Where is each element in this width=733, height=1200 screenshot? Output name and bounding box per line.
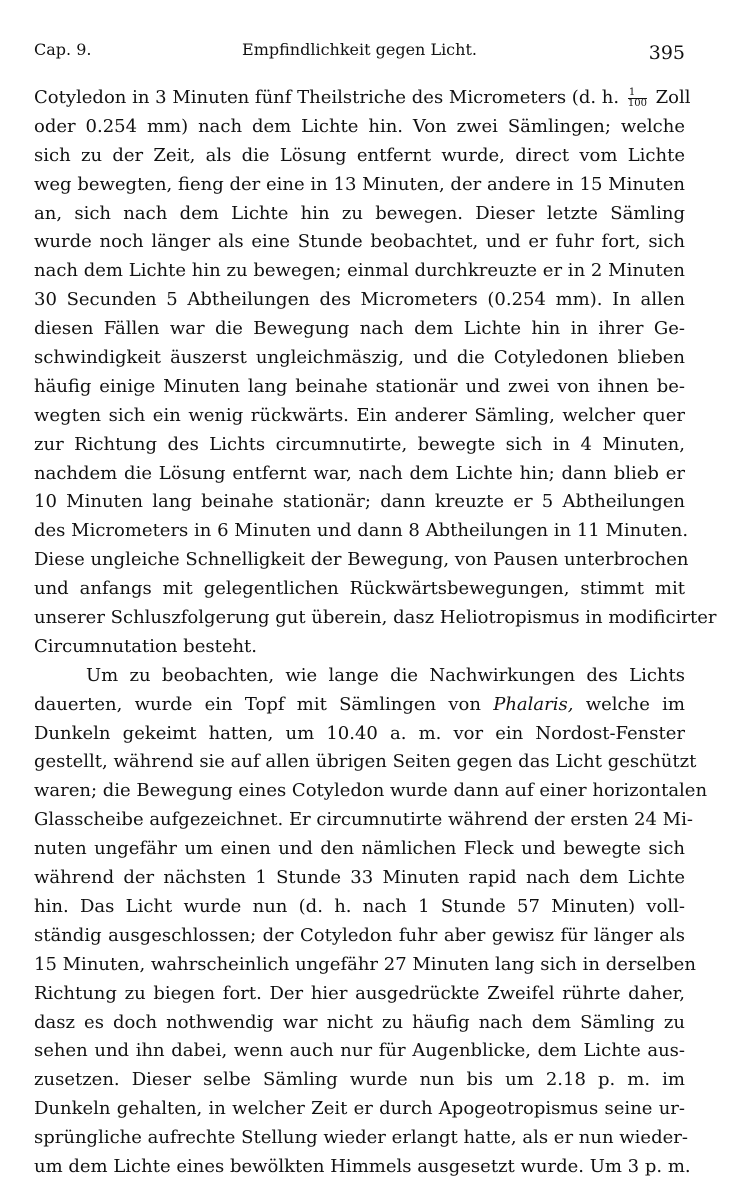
fraction-denominator: 100 [627,97,647,109]
text-line: während der nächsten 1 Stunde 33 Minuten rapid nach dem Lichte [34,867,685,889]
text-line: nach dem Lichte hin zu bewegen; einmal durchkreuzte er in 2 Minuten [34,260,685,282]
text-line: sehen und ihn dabei, wenn auch nur für Augenblicke, dem Lichte aus- [34,1040,685,1062]
text-line: dasz es doch nothwendig war nicht zu häufig nach dem Sämling zu [34,1011,685,1033]
text-line: ständig ausgeschlossen; der Cotyledon fuhr aber gewisz für länger als [34,924,685,946]
text-line: waren; die Bewegung eines Cotyledon wurde dann auf einer horizontalen [34,780,708,802]
text-line: um dem Lichte eines bewölkten Himmels ausgesetzt wurde. Um 3 p. m. [34,1155,691,1177]
text-line: nuten ungefähr um einen und den nämlichen Fleck und bewegte sich [34,838,685,860]
text-line: 15 Minuten, wahrscheinlich ungefähr 27 Minuten lang sich in derselben [34,953,696,975]
running-header [34,36,685,66]
text-line-part: dauerten, wurde ein Topf mit Sämlingen von [34,693,481,715]
text-line: zusetzen. Dieser selbe Sämling wurde nun bis um 2.18 p. m. im [34,1069,685,1091]
text-line: diesen Fällen war die Bewegung nach dem Lichte hin in ihrer Ge- [34,318,685,340]
text-line: Dunkeln gehalten, in welcher Zeit er durch Apogeotropismus seine ur- [34,1098,685,1120]
text-line: des Micrometers in 6 Minuten und dann 8 Abtheilungen in 11 Minuten. [34,520,689,542]
text-line-part: welche im [585,693,685,715]
body-text [34,84,717,1182]
text-line: schwindigkeit äuszerst ungleichmäszig, und die Cotyledonen blieben [34,347,685,369]
text-line: Diese ungleiche Schnelligkeit der Bewegung, von Pausen unterbrochen [34,549,689,571]
text-line: gestellt, während sie auf allen übrigen Seiten gegen das Licht geschützt [34,751,697,773]
text-line: oder 0.254 mm) nach dem Lichte hin. Von zwei Sämlingen; welche [34,115,685,137]
text-line: sprüngliche aufrechte Stellung wieder erlangt hatte, als er nun wieder- [34,1127,688,1149]
running-title: Empfindlichkeit gegen Licht. [242,40,477,59]
text-line [34,691,685,720]
text-line: und anfangs mit gelegentlichen Rückwärtsbewegungen, stimmt mit [34,578,685,600]
chapter-label: Cap. 9. [34,40,92,59]
text-line: 10 Minuten lang beinahe stationär; dann kreuzte er 5 Abtheilungen [34,491,685,513]
text-line: Glasscheibe aufgezeichnet. Er circumnutirte während der ersten 24 Mi- [34,809,693,831]
text-line: nachdem die Lösung entfernt war, nach dem Lichte hin; dann blieb er [34,462,685,484]
fraction [628,88,647,109]
text-line: weg bewegten, fieng der eine in 13 Minuten, der andere in 15 Minuten [34,173,685,195]
fraction-numerator: 1 [628,88,647,99]
text-line: häufig einige Minuten lang beinahe stationär und zwei von ihnen be- [34,375,685,397]
text-line: hin. Das Licht wurde nun (d. h. nach 1 Stunde 57 Minuten) voll- [34,895,685,917]
text-line: 30 Secunden 5 Abtheilungen des Micrometers (0.254 mm). In allen [34,289,685,311]
text-line: Um zu beobachten, wie lange die Nachwirkungen des Lichts [86,664,685,686]
page-number: 395 [648,42,685,64]
text-line: wurde noch länger als eine Stunde beobachtet, und er fuhr fort, sich [34,231,685,253]
text-line: unserer Schluszfolgerung gut überein, dasz Heliotropismus in modificirter [34,607,717,629]
text-line-part: Cotyledon in 3 Minuten fünf Theilstriche des Micrometers (d. h. [34,87,620,108]
text-line: wegten sich ein wenig rückwärts. Ein anderer Sämling, welcher quer [34,404,685,426]
text-line: sich zu der Zeit, als die Lösung entfernt wurde, direct vom Lichte [34,144,685,166]
text-line: Dunkeln gekeimt hatten, um 10.40 a. m. vor ein Nordost-Fenster [34,722,685,744]
text-line [34,84,691,113]
text-line: Circumnutation besteht. [34,635,258,657]
text-line-part: Zoll [655,87,691,108]
text-line: an, sich nach dem Lichte hin zu bewegen. Dieser letzte Sämling [34,202,685,224]
text-line: Richtung zu biegen fort. Der hier ausgedrückte Zweifel rührte daher, [34,982,685,1004]
taxon-name: Phalaris, [493,693,574,715]
text-line: zur Richtung des Lichts circumnutirte, bewegte sich in 4 Minuten, [34,433,685,455]
